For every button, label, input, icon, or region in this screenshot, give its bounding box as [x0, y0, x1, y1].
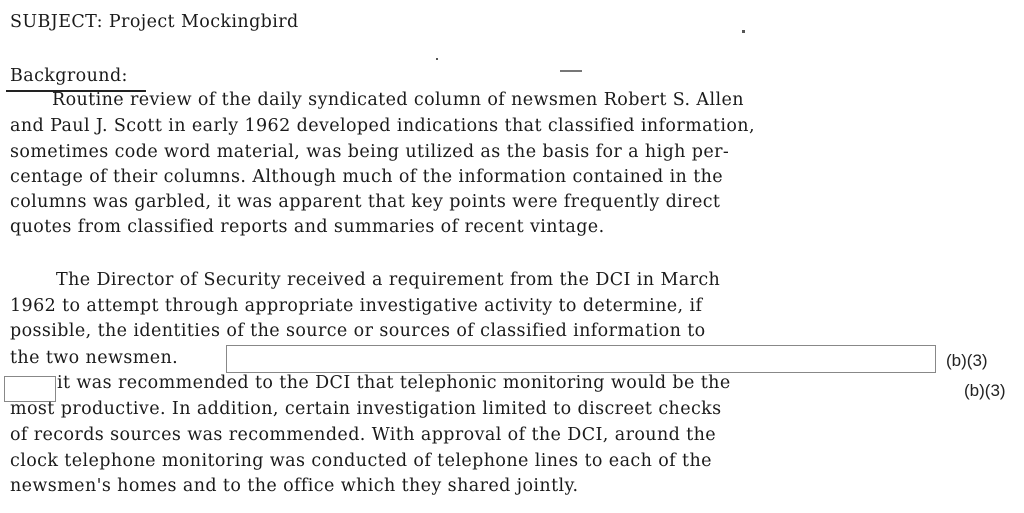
paragraph2-line: of records sources was recommended. With approval of the DCI, around the	[10, 425, 717, 445]
paragraph2-line: most productive. In addition, certain investigation limited to discreet checks	[10, 399, 722, 419]
paragraph1-line: columns was garbled, it was apparent that key points were frequently direct	[10, 192, 721, 212]
paragraph2-line: it was recommended to the DCI that telephonic monitoring would be the	[57, 373, 731, 393]
paragraph2-line: possible, the identities of the source or sources of classified information to	[10, 321, 706, 341]
subject-line: SUBJECT: Project Mockingbird	[10, 12, 299, 32]
background-heading: Background:	[10, 66, 128, 86]
scan-speck	[742, 30, 745, 33]
paragraph2-line: clock telephone monitoring was conducted of telephone lines to each of the	[10, 451, 712, 471]
paragraph1-line: and Paul J. Scott in early 1962 developed indications that classified information,	[10, 116, 755, 136]
paragraph2-line: the two newsmen.	[10, 348, 179, 368]
scan-speck	[436, 58, 438, 60]
paragraph2-line: newsmen's homes and to the office which they shared jointly.	[10, 476, 579, 496]
paragraph1-line: quotes from classified reports and summaries of recent vintage.	[10, 217, 605, 237]
scan-speck	[560, 70, 582, 72]
exemption-code: (b)(3)	[964, 381, 1006, 400]
paragraph1-line: Routine review of the daily syndicated column of newsmen Robert S. Allen	[52, 90, 744, 110]
paragraph2-line: 1962 to attempt through appropriate investigative activity to determine, if	[10, 296, 703, 316]
redaction-box	[226, 345, 936, 373]
paragraph1-line: centage of their columns. Although much of the information contained in the	[10, 167, 724, 187]
exemption-code: (b)(3)	[946, 351, 988, 370]
paragraph1-line: sometimes code word material, was being utilized as the basis for a high per-	[10, 142, 730, 162]
paragraph2-line: The Director of Security received a requirement from the DCI in March	[56, 270, 721, 290]
